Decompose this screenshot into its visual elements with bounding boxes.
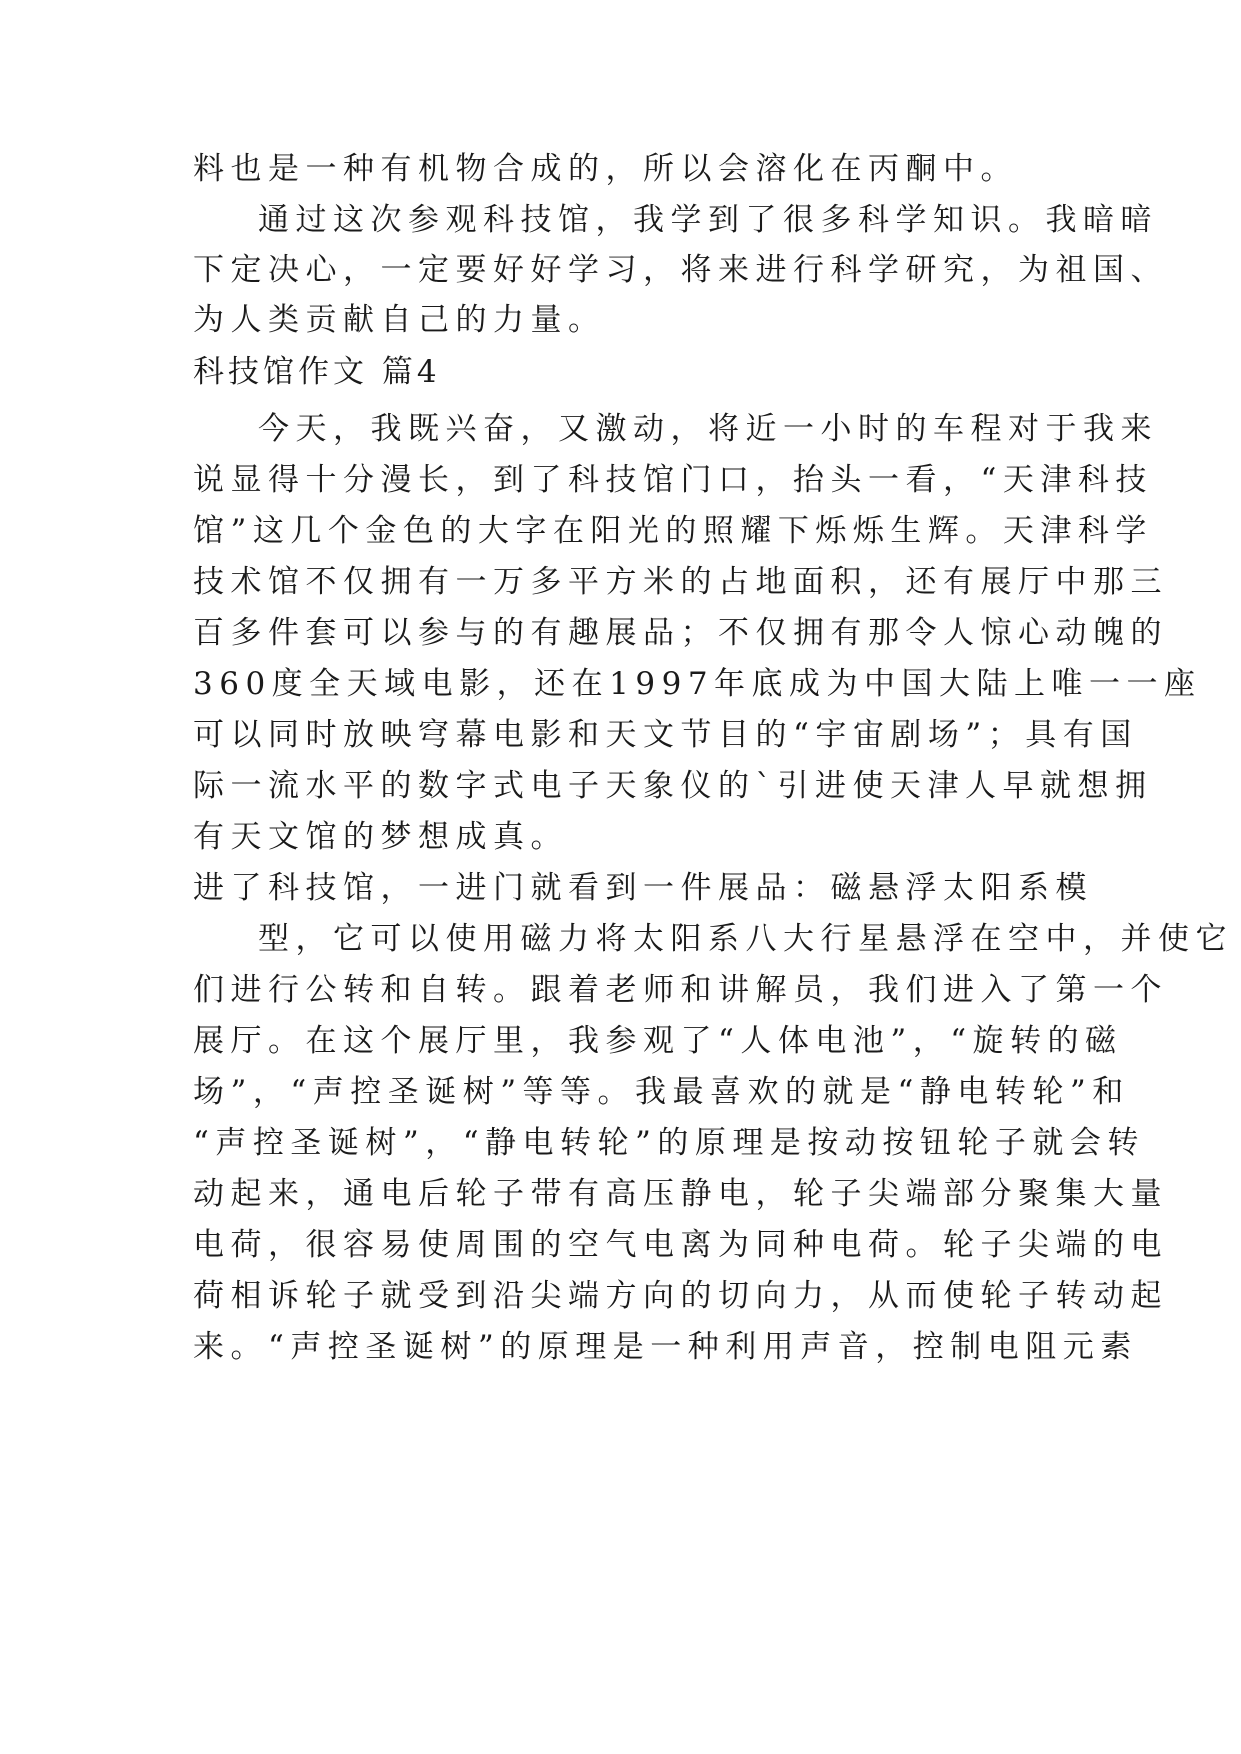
text-line: 馆”这几个金色的大字在阳光的照耀下烁烁生辉。天津科学 [193,513,1153,549]
text-line: 技术馆不仅拥有一万多平方米的占地面积，还有展厅中那三 [193,564,1168,600]
text-line: 下定决心，一定要好好学习，将来进行科学研究，为祖国、 [193,252,1168,288]
paragraph-first-line: 型，它可以使用磁力将太阳系八大行星悬浮在空中，并使它 [258,921,1233,957]
text-line: 可以同时放映穹幕电影和天文节目的“宇宙剧场”；具有国 [193,717,1138,753]
text-line: 来。“声控圣诞树”的原理是一种利用声音，控制电阻元素 [193,1329,1138,1365]
text-line: 进了科技馆，一进门就看到一件展品：磁悬浮太阳系模 [193,870,1093,906]
text-line: “声控圣诞树”，“静电转轮”的原理是按动按钮轮子就会转 [193,1125,1145,1161]
text-line: 料也是一种有机物合成的，所以会溶化在丙酮中。 [193,151,1018,187]
text-line: 百多件套可以参与的有趣展品；不仅拥有那令人惊心动魄的 [193,615,1168,651]
text-line: 为人类贡献自己的力量。 [193,302,606,338]
text-line: 有天文馆的梦想成真。 [193,819,568,855]
paragraph-first-line: 通过这次参观科技馆，我学到了很多科学知识。我暗暗 [258,202,1158,238]
text-line: 360度全天域电影，还在1997年底成为中国大陆上唯一一座 [193,666,1202,702]
text-line: 说显得十分漫长，到了科技馆门口，抬头一看，“天津科技 [193,462,1153,498]
text-line: 电荷，很容易使周围的空气电离为同种电荷。轮子尖端的电 [193,1227,1168,1263]
text-line: 展厅。在这个展厅里，我参观了“人体电池”，“旋转的磁 [193,1023,1123,1059]
text-line: 们进行公转和自转。跟着老师和讲解员，我们进入了第一个 [193,972,1168,1008]
text-line: 际一流水平的数字式电子天象仪的`引进使天津人早就想拥 [193,768,1153,804]
paragraph-first-line: 今天，我既兴奋，又激动，将近一小时的车程对于我来 [258,411,1158,447]
text-line: 荷相诉轮子就受到沿尖端方向的切向力，从而使轮子转动起 [193,1278,1168,1314]
text-line: 场”，“声控圣诞树”等等。我最喜欢的就是“静电转轮”和 [193,1074,1130,1110]
text-line: 动起来，通电后轮子带有高压静电，轮子尖端部分聚集大量 [193,1176,1168,1212]
section-heading: 科技馆作文 篇4 [193,354,441,390]
